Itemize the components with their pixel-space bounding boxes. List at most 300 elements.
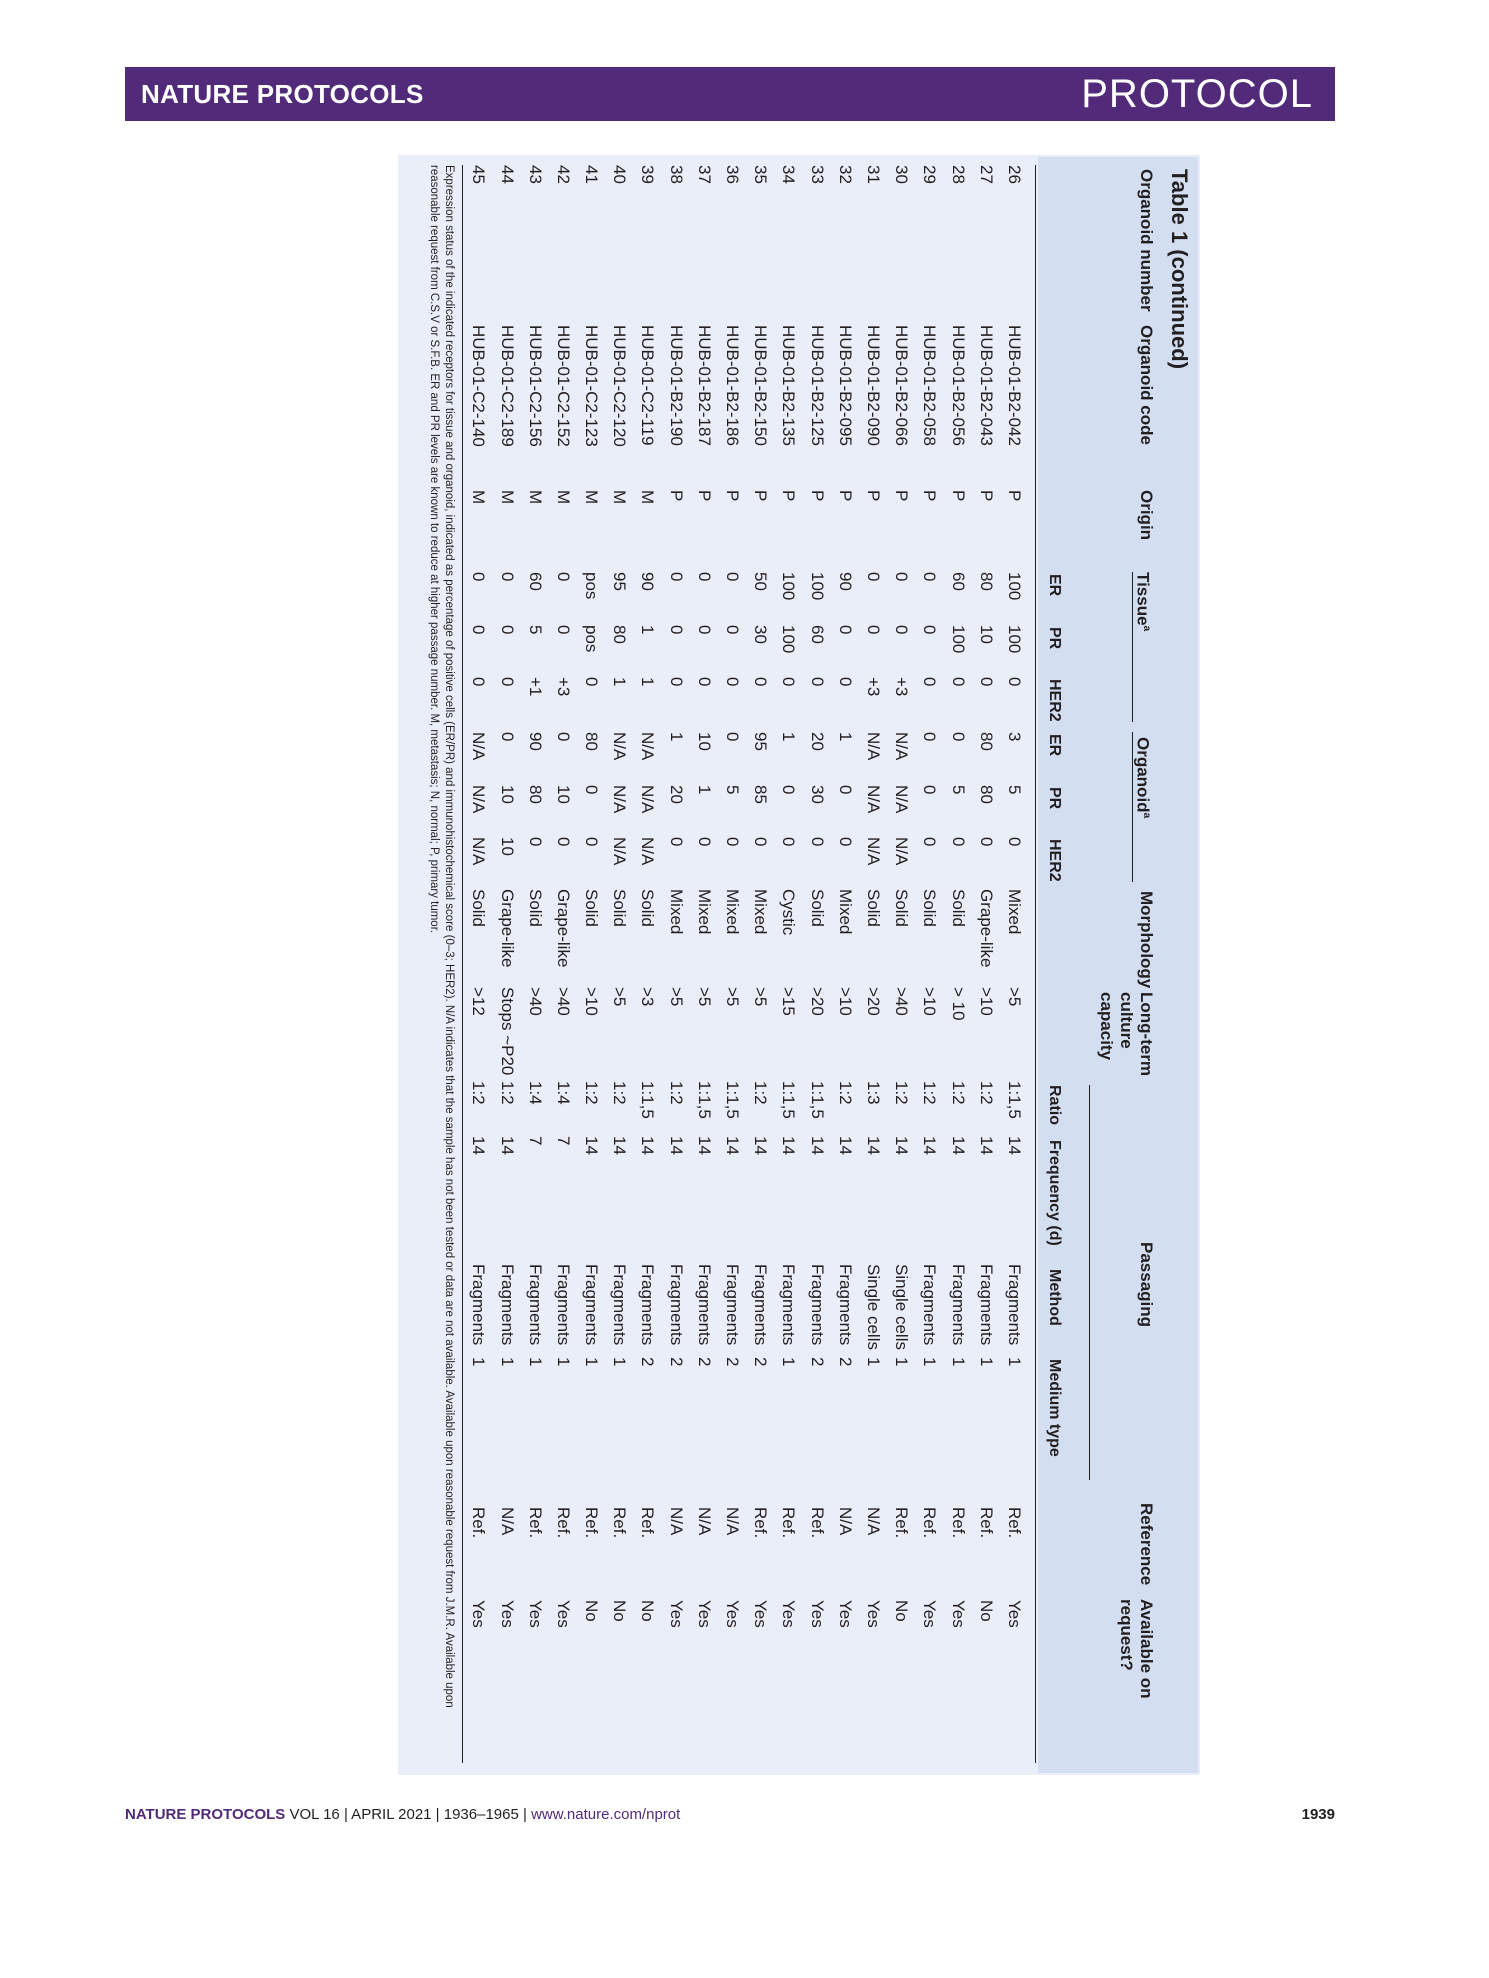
cell-origin: M — [553, 490, 573, 505]
cell-organoid-er: 0 — [920, 732, 940, 742]
cell-organoid-code: HUB-01-B2-066 — [892, 325, 912, 446]
cell-organoid-pr: 1 — [694, 785, 714, 795]
cell-origin: M — [582, 490, 602, 505]
cell-organoid-er: 0 — [723, 732, 743, 742]
cell-tissue-er: 50 — [751, 572, 771, 591]
cell-ratio: 1:2 — [892, 1081, 912, 1105]
cell-tissue-er: 100 — [807, 572, 827, 601]
cell-morphology: Mixed — [835, 889, 855, 935]
cell-tissue-her2: 0 — [751, 677, 771, 687]
cell-tissue-er: 0 — [694, 572, 714, 582]
cell-method: Fragments — [948, 1264, 968, 1346]
cell-organoid-number: 27 — [976, 165, 996, 184]
cell-reference: Ref. — [892, 1507, 912, 1539]
cell-organoid-her2: 0 — [835, 837, 855, 847]
cell-tissue-er: 0 — [892, 572, 912, 582]
journal-banner — [125, 67, 1335, 121]
cell-organoid-code: HUB-01-C2-119 — [638, 325, 658, 446]
col-organoid-pr: PR — [1046, 787, 1063, 810]
cell-tissue-er: 0 — [553, 572, 573, 582]
cell-morphology: Mixed — [694, 889, 714, 935]
cell-tissue-er: pos — [582, 572, 602, 600]
cell-ratio: 1:2 — [751, 1081, 771, 1105]
cell-organoid-er: 20 — [807, 732, 827, 751]
cell-method: Fragments — [610, 1264, 630, 1346]
cell-organoid-er: 0 — [553, 732, 573, 742]
cell-organoid-number: 28 — [948, 165, 968, 184]
cell-organoid-pr: 80 — [976, 785, 996, 804]
cell-reference: Ref. — [976, 1507, 996, 1539]
cell-available: Yes — [553, 1600, 573, 1628]
table-row — [1000, 165, 1028, 1680]
cell-organoid-code: HUB-01-B2-150 — [751, 325, 771, 446]
cell-organoid-number: 36 — [723, 165, 743, 184]
cell-organoid-pr: N/A — [638, 785, 658, 814]
cell-organoid-er: 0 — [948, 732, 968, 742]
cell-available: Yes — [666, 1600, 686, 1628]
cell-frequency: 14 — [582, 1136, 602, 1155]
cell-long-term: >40 — [892, 987, 912, 1016]
col-organoid-her2: HER2 — [1046, 839, 1063, 882]
cell-tissue-pr: pos — [582, 625, 602, 653]
cell-origin: P — [1004, 490, 1024, 502]
cell-organoid-number: 30 — [892, 165, 912, 184]
cell-method: Fragments — [666, 1264, 686, 1346]
cell-tissue-pr: 100 — [1004, 625, 1024, 654]
cell-organoid-pr: 10 — [553, 785, 573, 804]
cell-organoid-number: 35 — [751, 165, 771, 184]
cell-reference: Ref. — [582, 1507, 602, 1539]
rotated-table — [400, 157, 1198, 1773]
cell-organoid-pr: 5 — [723, 785, 743, 795]
cell-organoid-code: HUB-01-B2-090 — [863, 325, 883, 446]
cell-origin: P — [976, 490, 996, 502]
table-row — [831, 165, 859, 1680]
cell-long-term: >10 — [582, 987, 602, 1016]
cell-organoid-code: HUB-01-B2-058 — [920, 325, 940, 446]
cell-long-term: >15 — [779, 987, 799, 1016]
cell-tissue-er: 60 — [948, 572, 968, 591]
cell-available: Yes — [694, 1600, 714, 1628]
cell-organoid-number: 44 — [497, 165, 517, 184]
cell-frequency: 14 — [976, 1136, 996, 1155]
cell-origin: P — [892, 490, 912, 502]
cell-organoid-pr: 20 — [666, 785, 686, 804]
cell-organoid-code: HUB-01-B2-187 — [694, 325, 714, 446]
cell-reference: Ref. — [779, 1507, 799, 1539]
footer-rule — [462, 165, 463, 1763]
cell-available: No — [976, 1600, 996, 1622]
cell-morphology: Mixed — [666, 889, 686, 935]
cell-organoid-code: HUB-01-C2-120 — [610, 325, 630, 447]
cell-available: Yes — [751, 1600, 771, 1628]
cell-available: Yes — [723, 1600, 743, 1628]
cell-organoid-pr: 10 — [497, 785, 517, 804]
cell-long-term: >12 — [469, 987, 489, 1016]
cell-organoid-pr: 0 — [779, 785, 799, 795]
table-row — [774, 165, 802, 1680]
cell-frequency: 14 — [469, 1136, 489, 1155]
cell-origin: P — [835, 490, 855, 502]
cell-organoid-her2: 0 — [525, 837, 545, 847]
cell-frequency: 14 — [751, 1136, 771, 1155]
cell-long-term: >5 — [723, 987, 743, 1007]
cell-tissue-her2: 0 — [779, 677, 799, 687]
cell-organoid-code: HUB-01-B2-125 — [807, 325, 827, 446]
cell-organoid-her2: 0 — [920, 837, 940, 847]
cell-medium: 1 — [892, 1357, 912, 1367]
cell-organoid-her2: 0 — [666, 837, 686, 847]
cell-frequency: 14 — [807, 1136, 827, 1155]
cell-method: Fragments — [976, 1264, 996, 1346]
cell-organoid-er: N/A — [638, 732, 658, 761]
cell-long-term: >10 — [920, 987, 940, 1016]
col-available: Available on request? — [1117, 1599, 1156, 1699]
journal-name: NATURE PROTOCOLS — [141, 78, 424, 109]
cell-reference: N/A — [835, 1507, 855, 1536]
cell-organoid-pr: 0 — [835, 785, 855, 795]
cell-morphology: Solid — [469, 889, 489, 927]
cell-method: Fragments — [751, 1264, 771, 1346]
cell-origin: M — [638, 490, 658, 505]
cell-reference: Ref. — [553, 1507, 573, 1539]
cell-organoid-her2: N/A — [638, 837, 658, 866]
cell-method: Fragments — [807, 1264, 827, 1346]
cell-reference: Ref. — [1004, 1507, 1024, 1539]
cell-organoid-code: HUB-01-B2-135 — [779, 325, 799, 446]
cell-origin: M — [469, 490, 489, 505]
cell-medium: 1 — [610, 1357, 630, 1367]
cell-organoid-her2: 0 — [948, 837, 968, 847]
cell-method: Fragments — [525, 1264, 545, 1346]
cell-long-term: >3 — [638, 987, 658, 1007]
cell-ratio: 1:1,5 — [694, 1081, 714, 1119]
table-row — [746, 165, 774, 1680]
cell-tissue-pr: 100 — [948, 625, 968, 654]
cell-medium: 2 — [807, 1357, 827, 1367]
cell-method: Fragments — [694, 1264, 714, 1346]
cell-tissue-er: 0 — [863, 572, 883, 582]
cell-tissue-er: 0 — [723, 572, 743, 582]
cell-organoid-her2: 0 — [582, 837, 602, 847]
cell-ratio: 1:1,5 — [807, 1081, 827, 1119]
cell-frequency: 7 — [553, 1136, 573, 1146]
cell-organoid-her2: 0 — [976, 837, 996, 847]
article-type: PROTOCOL — [1081, 71, 1313, 116]
cell-tissue-her2: +3 — [892, 677, 912, 697]
cell-morphology: Grape-like — [497, 889, 517, 968]
tissue-span-line — [1132, 572, 1133, 722]
cell-organoid-pr: 0 — [920, 785, 940, 795]
cell-tissue-her2: 1 — [638, 677, 658, 687]
cell-organoid-number: 32 — [835, 165, 855, 184]
table-row — [662, 165, 690, 1680]
cell-tissue-er: 100 — [1004, 572, 1024, 601]
cell-available: No — [582, 1600, 602, 1622]
cell-reference: N/A — [497, 1507, 517, 1536]
cell-tissue-her2: +3 — [863, 677, 883, 697]
cell-organoid-code: HUB-01-C2-189 — [497, 325, 517, 447]
cell-organoid-number: 41 — [582, 165, 602, 184]
cell-organoid-code: HUB-01-B2-186 — [723, 325, 743, 446]
cell-available: No — [638, 1600, 658, 1622]
cell-tissue-pr: 0 — [863, 625, 883, 635]
cell-method: Single cells — [863, 1264, 883, 1350]
cell-frequency: 14 — [497, 1136, 517, 1155]
cell-frequency: 14 — [948, 1136, 968, 1155]
cell-ratio: 1:2 — [497, 1081, 517, 1105]
cell-frequency: 14 — [892, 1136, 912, 1155]
cell-origin: P — [751, 490, 771, 502]
cell-organoid-er: N/A — [610, 732, 630, 761]
table-row — [915, 165, 943, 1680]
cell-organoid-er: N/A — [892, 732, 912, 761]
cell-tissue-pr: 0 — [723, 625, 743, 635]
cell-available: Yes — [525, 1600, 545, 1628]
table-row — [464, 165, 492, 1680]
cell-organoid-her2: N/A — [469, 837, 489, 866]
cell-organoid-er: 1 — [835, 732, 855, 742]
table-header-band — [1038, 157, 1198, 1773]
cell-organoid-pr: N/A — [469, 785, 489, 814]
col-ratio: Ratio — [1046, 1085, 1063, 1125]
cell-organoid-er: 80 — [976, 732, 996, 751]
cell-available: Yes — [863, 1600, 883, 1628]
cell-long-term: >5 — [751, 987, 771, 1007]
cell-organoid-her2: 0 — [723, 837, 743, 847]
cell-tissue-pr: 1 — [638, 625, 658, 635]
cell-medium: 1 — [1004, 1357, 1024, 1367]
cell-method: Fragments — [1004, 1264, 1024, 1346]
cell-reference: N/A — [666, 1507, 686, 1536]
cell-available: Yes — [1004, 1600, 1024, 1628]
cell-origin: P — [723, 490, 743, 502]
cell-medium: 2 — [723, 1357, 743, 1367]
cell-organoid-code: HUB-01-C2-152 — [553, 325, 573, 447]
cell-long-term: >5 — [666, 987, 686, 1007]
cell-method: Fragments — [553, 1264, 573, 1346]
cell-tissue-her2: 0 — [948, 677, 968, 687]
col-tissue-her2: HER2 — [1046, 679, 1063, 722]
cell-morphology: Solid — [610, 889, 630, 927]
cell-long-term: >20 — [807, 987, 827, 1016]
table-row — [690, 165, 718, 1680]
cell-reference: Ref. — [638, 1507, 658, 1539]
cell-long-term: >5 — [694, 987, 714, 1007]
cell-tissue-pr: 0 — [469, 625, 489, 635]
cell-tissue-her2: 0 — [582, 677, 602, 687]
cell-tissue-her2: 0 — [976, 677, 996, 687]
cell-ratio: 1:2 — [469, 1081, 489, 1105]
cell-morphology: Solid — [892, 889, 912, 927]
cell-organoid-number: 43 — [525, 165, 545, 184]
cell-organoid-her2: 0 — [553, 837, 573, 847]
cell-long-term: Stops ~P20 — [497, 987, 517, 1076]
cell-organoid-code: HUB-01-B2-042 — [1004, 325, 1024, 446]
cell-organoid-number: 26 — [1004, 165, 1024, 184]
table-row — [521, 165, 549, 1680]
cell-medium: 1 — [976, 1357, 996, 1367]
cell-organoid-her2: 0 — [1004, 837, 1024, 847]
cell-organoid-code: HUB-01-C2-156 — [525, 325, 545, 447]
cell-organoid-pr: 30 — [807, 785, 827, 804]
cell-origin: P — [694, 490, 714, 502]
cell-organoid-her2: N/A — [892, 837, 912, 866]
cell-organoid-number: 39 — [638, 165, 658, 184]
cell-origin: P — [920, 490, 940, 502]
cell-medium: 1 — [948, 1357, 968, 1367]
cell-ratio: 1:3 — [863, 1081, 883, 1105]
cell-medium: 2 — [666, 1357, 686, 1367]
cell-tissue-pr: 0 — [666, 625, 686, 635]
col-organoid: Organoid$^a$ — [1133, 737, 1153, 819]
cell-reference: N/A — [863, 1507, 883, 1536]
cell-long-term: > 10 — [948, 987, 968, 1021]
cell-tissue-her2: 0 — [469, 677, 489, 687]
cell-available: Yes — [920, 1600, 940, 1628]
cell-medium: 2 — [835, 1357, 855, 1367]
cell-ratio: 1:2 — [582, 1081, 602, 1105]
page-footer-citation — [125, 1806, 680, 1823]
cell-organoid-er: 90 — [525, 732, 545, 751]
cell-medium: 2 — [751, 1357, 771, 1367]
cell-organoid-er: 0 — [497, 732, 517, 742]
cell-tissue-er: 0 — [469, 572, 489, 582]
table-row — [943, 165, 971, 1680]
cell-tissue-pr: 0 — [694, 625, 714, 635]
cell-tissue-pr: 80 — [610, 625, 630, 644]
col-tissue: Tissue$^a$ — [1133, 572, 1153, 632]
cell-organoid-her2: 0 — [751, 837, 771, 847]
cell-tissue-her2: 0 — [723, 677, 743, 687]
cell-organoid-er: N/A — [469, 732, 489, 761]
cell-available: Yes — [497, 1600, 517, 1628]
cell-organoid-code: HUB-01-C2-140 — [469, 325, 489, 447]
cell-method: Fragments — [638, 1264, 658, 1346]
cell-origin: P — [948, 490, 968, 502]
cell-available: Yes — [807, 1600, 827, 1628]
cell-method: Fragments — [723, 1264, 743, 1346]
cell-method: Fragments — [497, 1264, 517, 1346]
cell-origin: P — [666, 490, 686, 502]
cell-reference: N/A — [694, 1507, 714, 1536]
cell-tissue-pr: 5 — [525, 625, 545, 635]
table-row — [492, 165, 520, 1680]
cell-organoid-number: 37 — [694, 165, 714, 184]
cell-tissue-her2: 0 — [920, 677, 940, 687]
footer-citation: VOL 16 | APRIL 2021 | 1936–1965 | — [289, 1806, 527, 1823]
cell-reference: Ref. — [948, 1507, 968, 1539]
footer-journal: NATURE PROTOCOLS — [125, 1806, 286, 1823]
cell-available: Yes — [469, 1600, 489, 1628]
cell-organoid-number: 34 — [779, 165, 799, 184]
cell-organoid-pr: 5 — [948, 785, 968, 795]
cell-tissue-er: 90 — [638, 572, 658, 591]
cell-organoid-er: 3 — [1004, 732, 1024, 742]
cell-origin: P — [863, 490, 883, 502]
cell-organoid-number: 29 — [920, 165, 940, 184]
table-footnote: Expression status of the indicated receptors for tissue and organoid, indicated as percentage of positive cells (ER/PR) and immunohistochemical score (0–3; HER2). N/A indicates that the sample has not been tested or data are not available. Available upon reasonable request from J.M.R. Available upon reasonable request from C.S.V or S.F.B. ER and PR levels are known to reduce at higher passage number. M, metastasis; N, normal; P, primary tumor. — [428, 165, 455, 1708]
cell-ratio: 1:1,5 — [723, 1081, 743, 1119]
cell-organoid-er: 1 — [779, 732, 799, 742]
cell-organoid-number: 40 — [610, 165, 630, 184]
cell-available: Yes — [779, 1600, 799, 1628]
table-row — [577, 165, 605, 1680]
cell-tissue-er: 60 — [525, 572, 545, 591]
cell-ratio: 1:2 — [948, 1081, 968, 1105]
cell-tissue-her2: 0 — [497, 677, 517, 687]
cell-origin: P — [779, 490, 799, 502]
cell-organoid-er: 95 — [751, 732, 771, 751]
cell-medium: 1 — [553, 1357, 573, 1367]
col-medium: Medium type — [1046, 1359, 1063, 1457]
cell-medium: 1 — [497, 1357, 517, 1367]
cell-morphology: Solid — [863, 889, 883, 927]
cell-morphology: Mixed — [1004, 889, 1024, 935]
cell-frequency: 14 — [723, 1136, 743, 1155]
cell-organoid-her2: 0 — [807, 837, 827, 847]
cell-organoid-er: 1 — [666, 732, 686, 742]
col-reference: Reference — [1137, 1503, 1156, 1586]
cell-method: Single cells — [892, 1264, 912, 1350]
cell-morphology: Grape-like — [553, 889, 573, 968]
cell-organoid-her2: 0 — [694, 837, 714, 847]
cell-long-term: >40 — [525, 987, 545, 1016]
table-row — [605, 165, 633, 1680]
organoid-span-line — [1132, 732, 1133, 882]
cell-available: No — [610, 1600, 630, 1622]
cell-medium: 1 — [920, 1357, 940, 1367]
cell-organoid-code: HUB-01-C2-123 — [582, 325, 602, 447]
col-organoid-number: Organoid number — [1137, 169, 1156, 312]
cell-origin: M — [610, 490, 630, 505]
table-row — [887, 165, 915, 1680]
cell-frequency: 14 — [694, 1136, 714, 1155]
cell-morphology: Mixed — [751, 889, 771, 935]
cell-ratio: 1:2 — [976, 1081, 996, 1105]
cell-ratio: 1:2 — [666, 1081, 686, 1105]
cell-method: Fragments — [779, 1264, 799, 1346]
cell-frequency: 14 — [920, 1136, 940, 1155]
cell-tissue-her2: 0 — [1004, 677, 1024, 687]
cell-organoid-pr: 5 — [1004, 785, 1024, 795]
col-method: Method — [1046, 1269, 1063, 1326]
cell-tissue-er: 0 — [920, 572, 940, 582]
cell-tissue-pr: 0 — [920, 625, 940, 635]
cell-morphology: Solid — [582, 889, 602, 927]
cell-organoid-pr: 85 — [751, 785, 771, 804]
cell-origin: M — [497, 490, 517, 505]
cell-organoid-er: N/A — [863, 732, 883, 761]
cell-long-term: >20 — [863, 987, 883, 1016]
cell-reference: Ref. — [751, 1507, 771, 1539]
cell-organoid-pr: 0 — [582, 785, 602, 795]
cell-frequency: 14 — [638, 1136, 658, 1155]
table-row — [972, 165, 1000, 1680]
cell-frequency: 14 — [610, 1136, 630, 1155]
cell-ratio: 1:1,5 — [779, 1081, 799, 1119]
cell-organoid-pr: N/A — [863, 785, 883, 814]
cell-medium: 2 — [694, 1357, 714, 1367]
cell-tissue-her2: 0 — [835, 677, 855, 687]
cell-tissue-pr: 60 — [807, 625, 827, 644]
cell-organoid-her2: 10 — [497, 837, 517, 856]
footer-url[interactable]: www.nature.com/nprot — [531, 1806, 681, 1823]
cell-origin: P — [807, 490, 827, 502]
cell-tissue-pr: 0 — [892, 625, 912, 635]
cell-ratio: 1:1,5 — [1004, 1081, 1024, 1119]
col-tissue-pr: PR — [1046, 627, 1063, 650]
